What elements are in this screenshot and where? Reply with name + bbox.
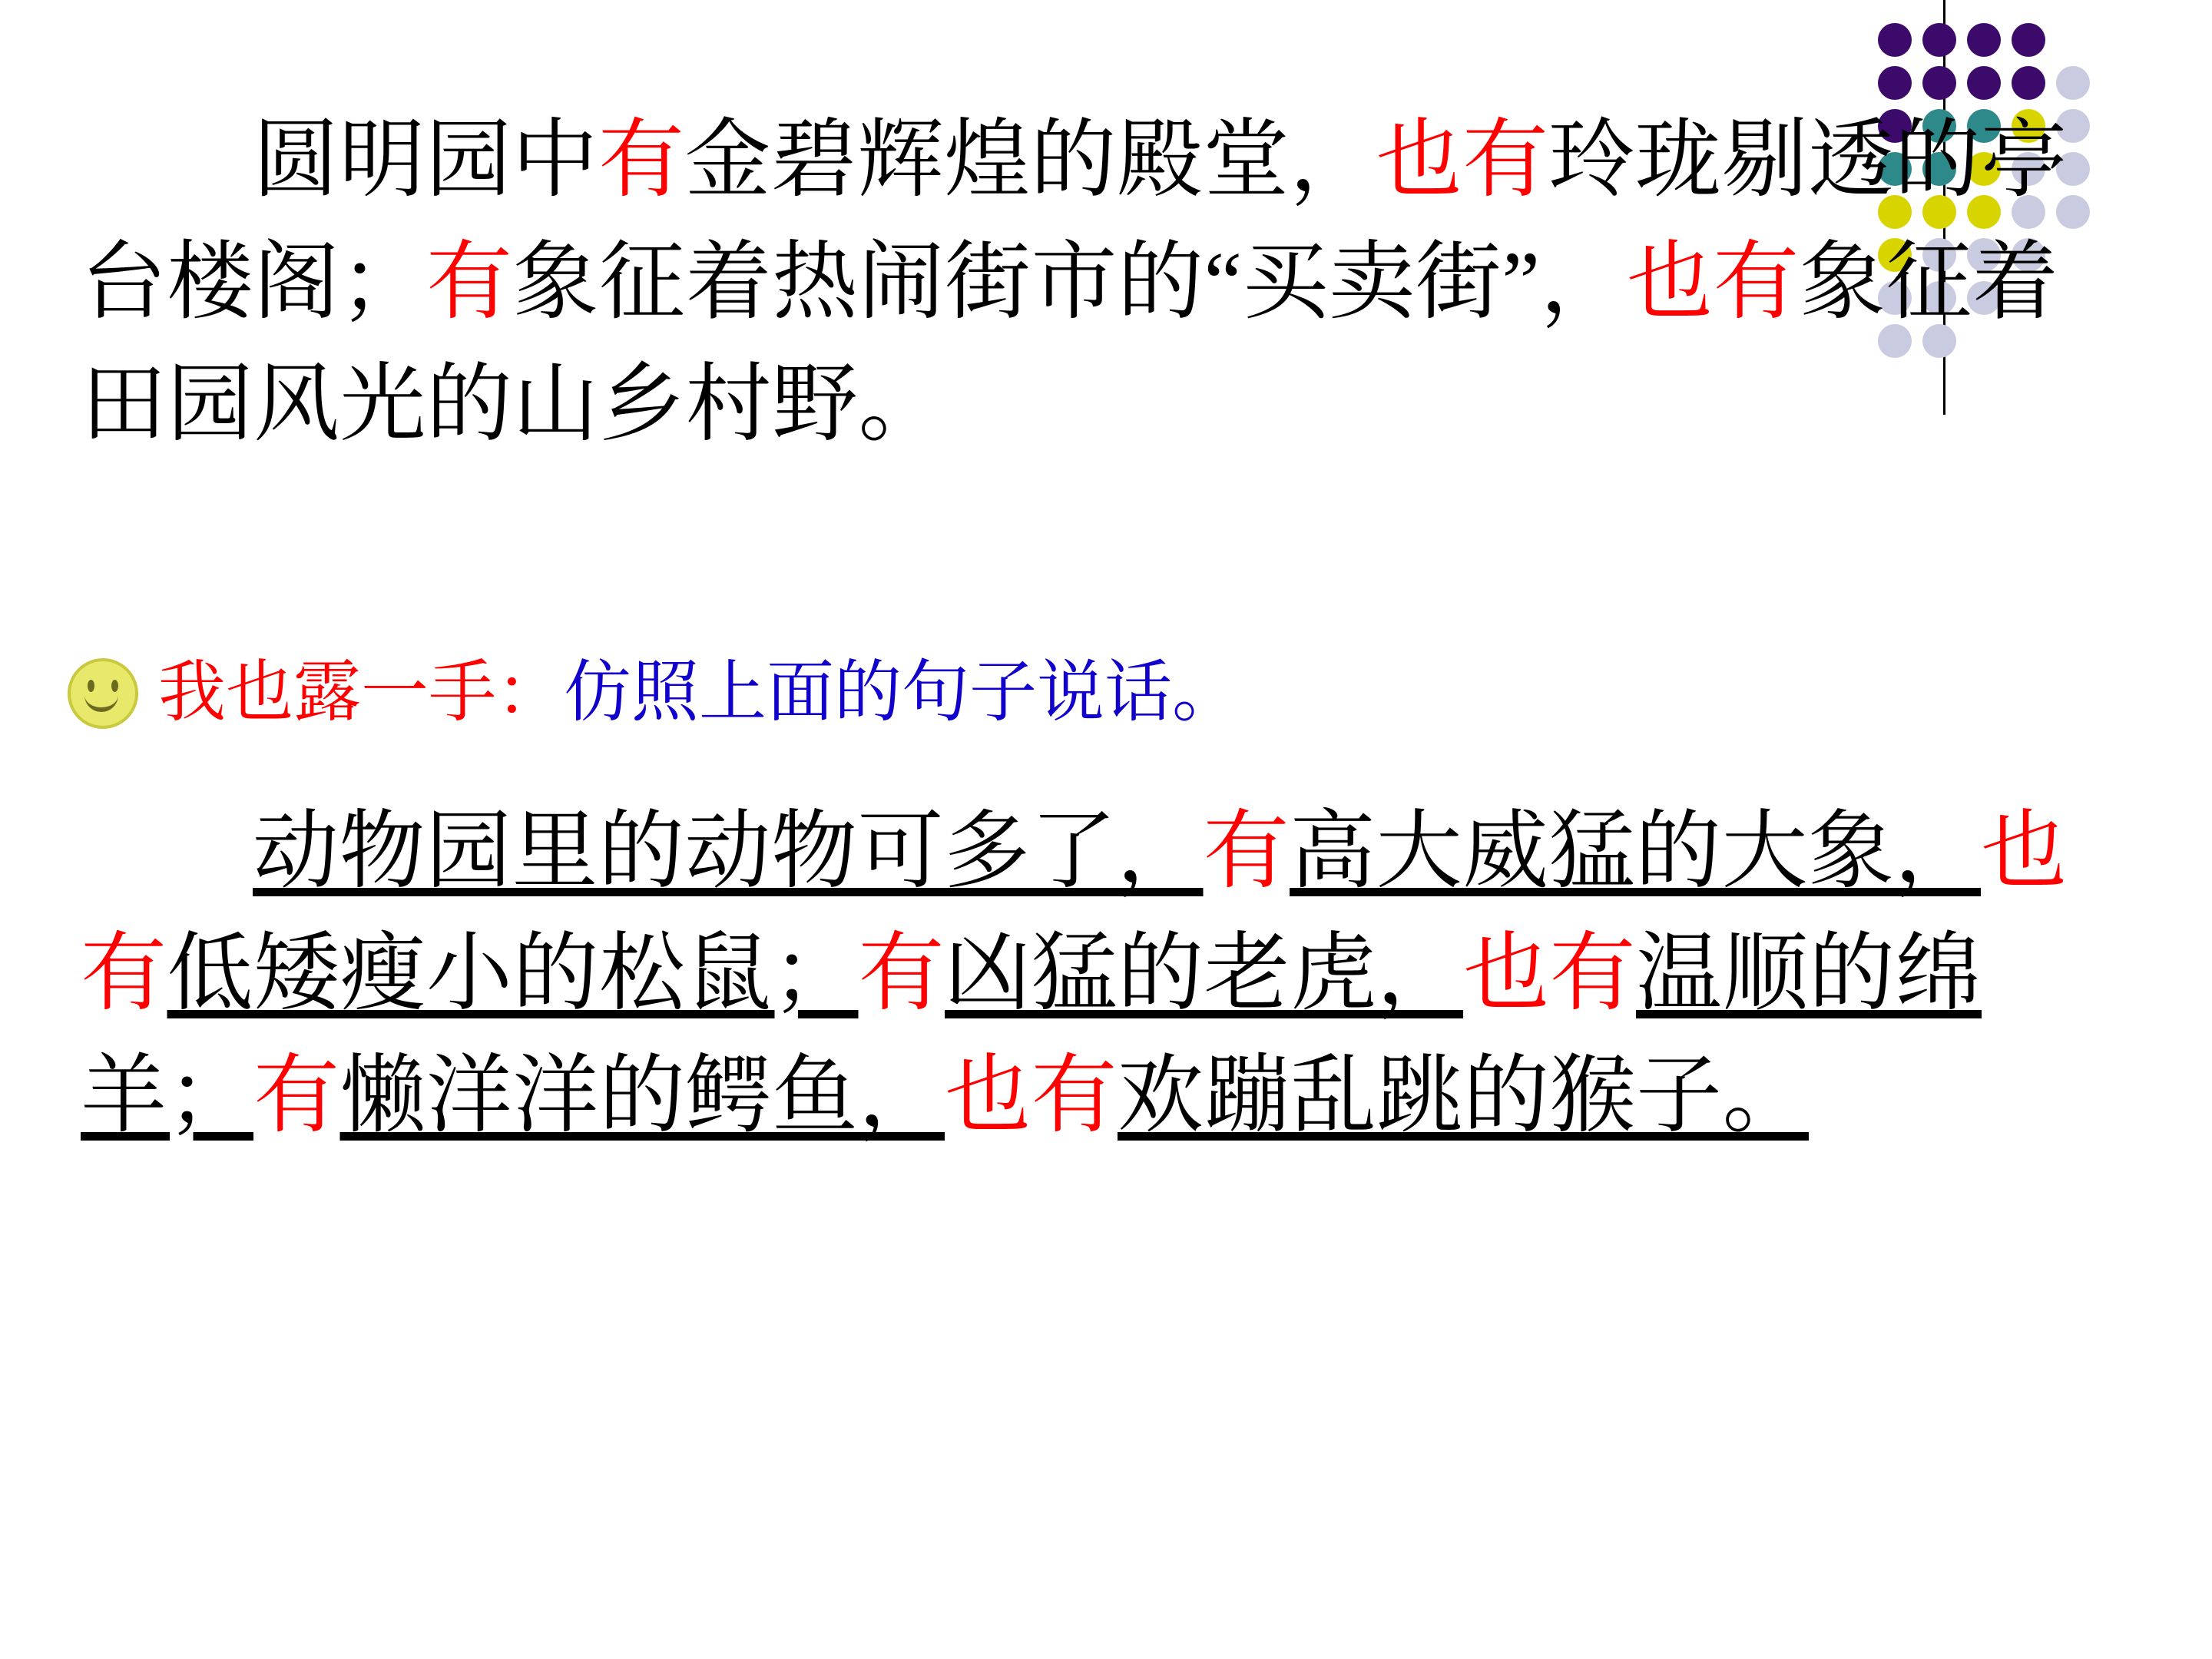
paragraph-zoo-segment-6: 凶猛的老虎， (945, 926, 1463, 1022)
paragraph-zoo (81, 791, 2124, 1157)
paragraph-zoo-segment-7: 也有 (1463, 926, 1636, 1022)
paragraph-yuanmingyuan-segment-5: 有 (426, 235, 513, 331)
decorative-dot (2056, 66, 2090, 100)
smiley-face-icon (68, 658, 138, 729)
paragraph-zoo-segment-12: 欢蹦乱跳的猴子。 (1118, 1048, 1809, 1144)
paragraph-yuanmingyuan-segment-2: 金碧辉煌的殿堂， (684, 113, 1376, 208)
paragraph-yuanmingyuan-segment-7: 也有 (1626, 235, 1800, 331)
prompt-text (158, 657, 1240, 731)
paragraph-zoo-segment-10: 懒洋洋的鳄鱼， (339, 1048, 945, 1144)
paragraph-yuanmingyuan-segment-3: 也有 (1376, 113, 1549, 208)
paragraph-zoo-segment-0: 动物园里的动物可多了， (253, 804, 1204, 899)
decorative-dot (1922, 66, 1956, 100)
paragraph-zoo-segment-9: 有 (253, 1048, 340, 1144)
smiley-eye-right (111, 680, 118, 692)
paragraph-yuanmingyuan (81, 100, 2108, 466)
paragraph-yuanmingyuan-segment-8: 象征着田园风光的山乡村野。 (81, 235, 2059, 453)
decorative-dot (1922, 23, 1956, 57)
paragraph-yuanmingyuan-segment-4: 玲珑剔透的亭台楼阁； (81, 113, 2068, 331)
paragraph-yuanmingyuan-segment-0: 圆明园中 (253, 113, 598, 208)
decorative-dot (1967, 23, 2001, 57)
decorative-dot (1878, 23, 1912, 57)
prompt-label: 我也露一手： (158, 656, 565, 730)
prompt-row (68, 657, 1911, 731)
smiley-mouth (84, 692, 118, 712)
paragraph-yuanmingyuan-segment-1: 有 (598, 113, 685, 208)
paragraph-zoo-segment-1: 有 (1203, 804, 1290, 899)
decorative-dot (2012, 66, 2045, 100)
paragraph-zoo-segment-8: 温顺的绵羊； (81, 926, 1982, 1144)
paragraph-yuanmingyuan-segment-6: 象征着热闹街市的“买卖街”， (512, 235, 1627, 331)
paragraph-zoo-segment-4: 低矮瘦小的松鼠； (167, 926, 859, 1022)
paragraph-zoo-segment-11: 也有 (945, 1048, 1118, 1144)
decorative-dot (1878, 66, 1912, 100)
decorative-dot (2012, 23, 2045, 57)
paragraph-zoo-segment-5: 有 (858, 926, 945, 1022)
prompt-instruction: 仿照上面的句子说话。 (564, 656, 1240, 730)
paragraph-zoo-segment-3: 也有 (81, 804, 2068, 1022)
decorative-dot (1967, 66, 2001, 100)
paragraph-zoo-segment-2: 高大威猛的大象， (1290, 804, 1981, 899)
smiley-eye-left (88, 680, 94, 692)
